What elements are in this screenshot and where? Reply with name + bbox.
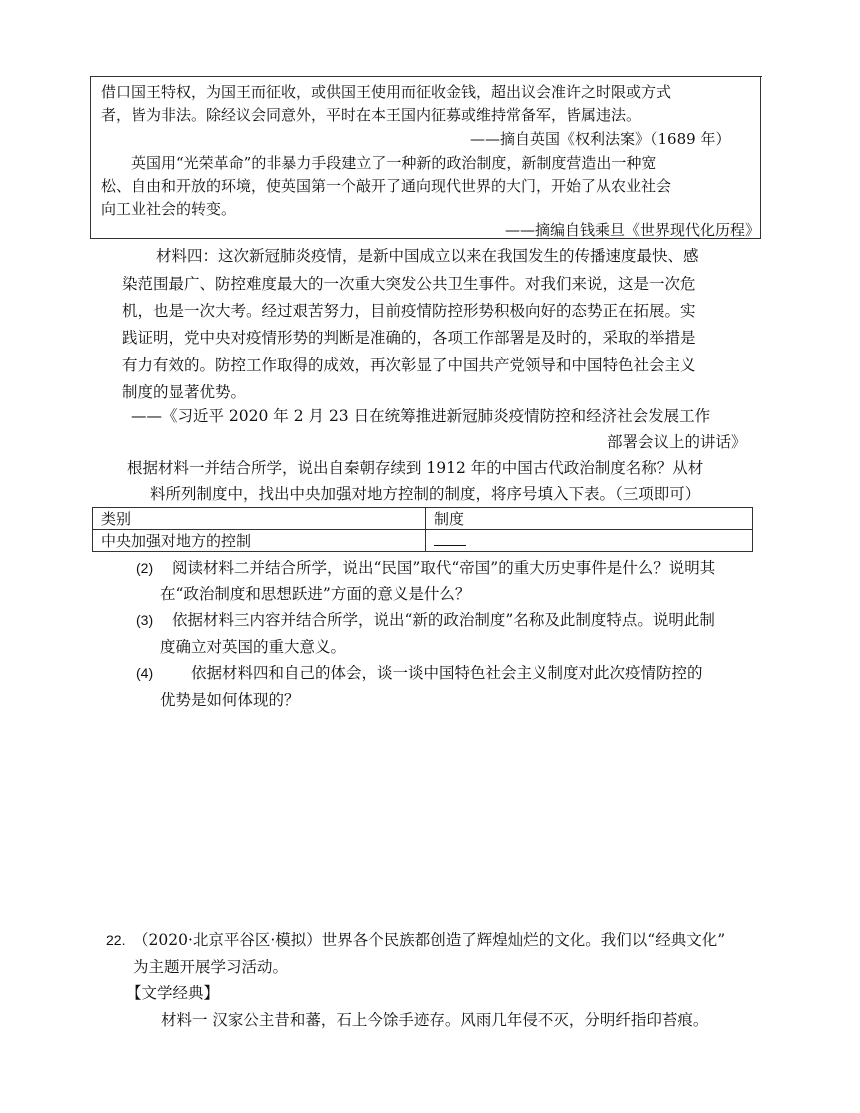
question-line: 度确立对英国的重大意义。 xyxy=(160,638,347,656)
question-line: 料所列制度中，找出中央加强对地方控制的制度，将序号填入下表。（三项即可） xyxy=(150,485,701,503)
answer-table xyxy=(92,507,753,552)
answer-blank-cell[interactable] xyxy=(426,530,753,552)
material4-source: ——《习近平 2020 年 2 月 23 日在统筹推进新冠肺炎疫情防控和经济社会发展工作 xyxy=(131,407,711,425)
question-number: (2) xyxy=(136,560,154,576)
question-line: 优势是如何体现的？ xyxy=(160,691,300,709)
material3-line: 借口国王特权，为国王而征收，或供国王使用而征收金钱，超出议会准许之时限或方式 xyxy=(101,83,672,101)
table-cell: 中央加强对地方的控制 xyxy=(93,530,426,552)
table-header-row xyxy=(93,508,753,530)
material3-para-line: 英国用“光荣革命”的非暴力手段建立了一种新的政治制度，新制度营造出一种宽 xyxy=(131,154,657,172)
material4-source: 部署会议上的讲话》 xyxy=(607,433,747,451)
question-line: 在“政治制度和思想跃进”方面的意义是什么？ xyxy=(160,585,471,603)
question-line: （2020·北京平谷区·模拟）世界各个民族都创造了辉煌灿烂的文化。我们以“经典文化” xyxy=(133,931,726,949)
material4-line: 制度的显著优势。 xyxy=(122,383,247,401)
material3-line: 者，皆为非法。除经议会同意外，平时在本王国内征募或维持常备军，皆属违法。 xyxy=(101,106,642,124)
question-number: (4) xyxy=(136,665,154,681)
material3-para-line: 向工业社会的转变。 xyxy=(101,200,237,218)
table-row xyxy=(93,530,753,552)
question-line: 为主题开展学习活动。 xyxy=(133,958,289,976)
material4-line: 有力有效的。防控工作取得的成效，再次彰显了中国共产党领导和中国特色社会主义 xyxy=(122,356,696,374)
material3-source: ——摘编自钱乘旦《世界现代化历程》 xyxy=(505,221,761,239)
question-line: 阅读材料二并结合所学，说出“民国”取代“帝国”的重大历史事件是什么？说明其 xyxy=(172,559,716,577)
answer-blank[interactable] xyxy=(434,531,466,546)
material4-line: 染范围最广、防控难度最大的一次重大突发公共卫生事件。对我们来说，这是一次危 xyxy=(122,275,696,293)
question-line: 根据材料一并结合所学，说出自秦朝存续到 1912 年的中国古代政治制度名称？从材 xyxy=(127,459,704,477)
question-number: (3) xyxy=(136,612,154,628)
question-line: 依据材料四和自己的体会，谈一谈中国特色社会主义制度对此次疫情防控的 xyxy=(191,664,703,682)
material4-line: 材料四：这次新冠肺炎疫情，是新中国成立以来在我国发生的传播速度最快、感 xyxy=(156,247,699,265)
material4-line: 机，也是一次大考。经过艰苦努力，目前疫情防控形势积极向好的态势正在拓展。实 xyxy=(122,302,696,320)
section-heading: 【文学经典】 xyxy=(126,984,220,1002)
material3-para-line: 松、自由和开放的环境，使英国第一个敲开了通向现代世界的大门，开始了从农业社会 xyxy=(101,177,672,195)
question-number: 22. xyxy=(106,932,126,948)
material3-source: ——摘自英国《权利法案》（1689 年） xyxy=(470,130,731,148)
table-header: 制度 xyxy=(426,508,753,530)
material4-line: 践证明，党中央对疫情形势的判断是准确的，各项工作部署是及时的，采取的举措是 xyxy=(122,329,696,347)
question-line: 依据材料三内容并结合所学，说出“新的政治制度”名称及此制度特点。说明此制 xyxy=(172,611,715,629)
material1-line: 材料一 汉家公主昔和蕃，石上今馀手迹存。风雨几年侵不灭，分明纤指印苔痕。 xyxy=(161,1011,709,1029)
table-header: 类别 xyxy=(93,508,426,530)
